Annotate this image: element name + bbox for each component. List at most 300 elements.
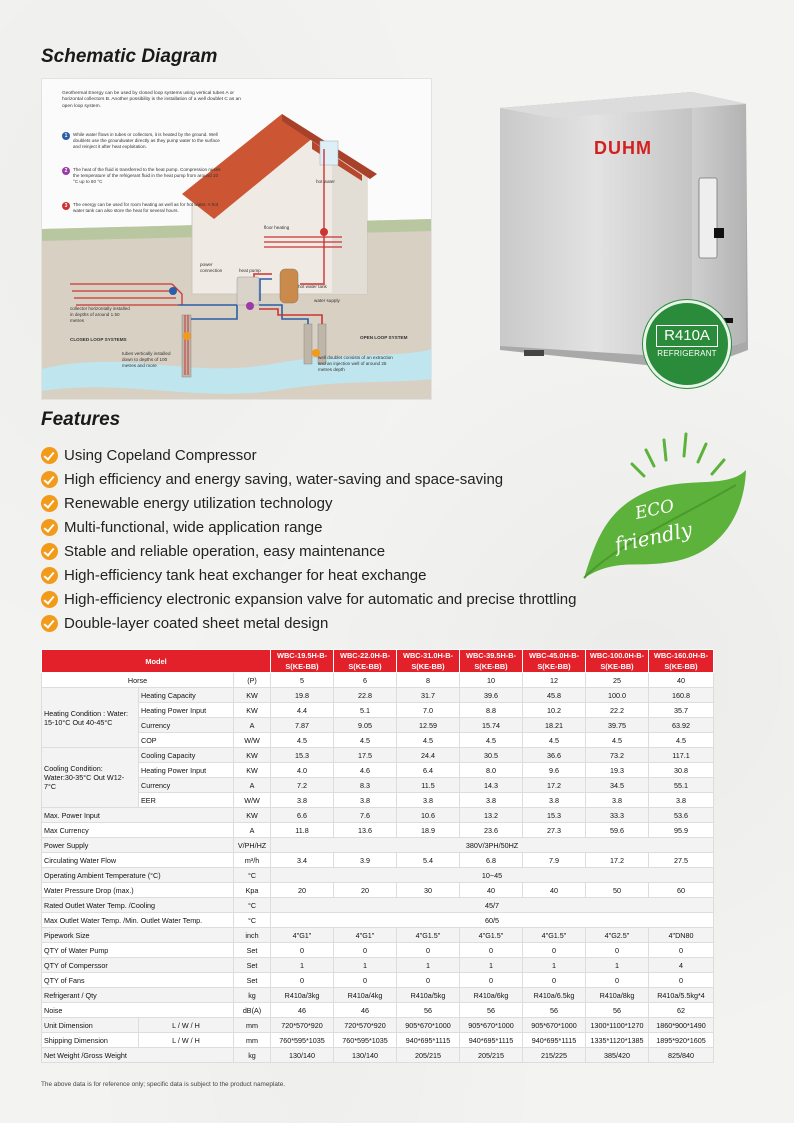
table-row	[42, 958, 714, 973]
row-unit: KW	[234, 688, 271, 703]
label-tubes: tubes vertically installed down to depths of 100 metres and more	[122, 351, 171, 368]
value-cell: 56	[460, 1003, 523, 1018]
feature-text: High-efficiency electronic expansion valve for automatic and precise throttling	[64, 590, 577, 608]
table-row	[42, 883, 714, 898]
value-cell: 22.2	[586, 703, 649, 718]
row-label: Horse	[42, 673, 234, 688]
value-cell: 45.8	[523, 688, 586, 703]
value-cell: 4.5	[460, 733, 523, 748]
value-cell: 10~45	[271, 868, 714, 883]
step-number: 1	[62, 132, 70, 140]
value-cell: 4.4	[271, 703, 334, 718]
table-row	[42, 1048, 714, 1063]
value-cell: 1335*1120*1385	[586, 1033, 649, 1048]
row-unit: KW	[234, 808, 271, 823]
table-row	[42, 703, 714, 718]
row-label: Currency	[139, 778, 234, 793]
value-cell: 95.9	[649, 823, 714, 838]
value-cell: 27.5	[649, 853, 714, 868]
value-cell: 15.74	[460, 718, 523, 733]
value-cell: 4"G2.5"	[586, 928, 649, 943]
value-cell: 6.4	[397, 763, 460, 778]
value-cell: 17.2	[586, 853, 649, 868]
value-cell: 25	[586, 673, 649, 688]
model-column-header: WBC-45.0H-B-S(KE-BB)	[523, 650, 586, 673]
label-closed-loop: CLOSED LOOP SYSTEMS	[70, 337, 127, 342]
feature-item	[41, 467, 577, 491]
value-cell: 720*570*920	[271, 1018, 334, 1033]
value-cell: 0	[523, 973, 586, 988]
refrigerant-badge-top: R410A	[656, 325, 718, 347]
row-label: Max Outlet Water Temp. /Min. Outlet Water Temp.	[42, 913, 234, 928]
table-row	[42, 778, 714, 793]
value-cell: R410a/5kg	[397, 988, 460, 1003]
heating-condition-group: Heating Condition : Water: 15-10°C Out 40-45°C	[42, 688, 139, 748]
value-cell: 4	[649, 958, 714, 973]
row-unit: m³/h	[234, 853, 271, 868]
value-cell: R410a/6kg	[460, 988, 523, 1003]
value-cell: 34.5	[586, 778, 649, 793]
value-cell: 4.5	[649, 733, 714, 748]
value-cell: 3.4	[271, 853, 334, 868]
value-cell: 23.6	[460, 823, 523, 838]
check-icon	[41, 591, 58, 608]
feature-text: Multi-functional, wide application range	[64, 518, 323, 536]
table-row	[42, 688, 714, 703]
value-cell: 0	[271, 973, 334, 988]
value-cell: 0	[586, 973, 649, 988]
value-cell: 3.8	[271, 793, 334, 808]
value-cell: 905*670*1000	[523, 1018, 586, 1033]
value-cell: 17.5	[334, 748, 397, 763]
table-row	[42, 868, 714, 883]
model-column-header: WBC-31.0H-B-S(KE-BB)	[397, 650, 460, 673]
row-label: Shipping Dimension	[42, 1033, 139, 1048]
row-label: QTY of Comperssor	[42, 958, 234, 973]
check-icon	[41, 495, 58, 512]
feature-text: High efficiency and energy saving, water-saving and space-saving	[64, 470, 504, 488]
refrigerant-badge-bottom: REFRIGERANT	[657, 349, 717, 358]
value-cell: 4"G1.5"	[460, 928, 523, 943]
value-cell: 9.6	[523, 763, 586, 778]
eco-text-line2: friendly	[612, 517, 695, 557]
value-cell: 36.6	[523, 748, 586, 763]
feature-text: High-efficiency tank heat exchanger for heat exchange	[64, 566, 427, 584]
schematic-intro: Geothermal Energy can be used by closed loop systems using vertical tubes A or horizontal collectors B. Another possibility is the installation of a well doublet C as an open loop system.	[62, 91, 241, 109]
value-cell: 8.0	[460, 763, 523, 778]
value-cell: 0	[460, 973, 523, 988]
value-cell: 12	[523, 673, 586, 688]
refrigerant-badge	[643, 300, 731, 388]
value-cell: R410a/8kg	[586, 988, 649, 1003]
value-cell: 56	[586, 1003, 649, 1018]
value-cell: R410a/3kg	[271, 988, 334, 1003]
value-cell: 385/420	[586, 1048, 649, 1063]
value-cell: 45/7	[271, 898, 714, 913]
features-list	[41, 443, 577, 635]
label-collector: collector horizontally installed in depths of around 1.50 metres	[70, 306, 130, 323]
row-label: Water Pressure Drop (max.)	[42, 883, 234, 898]
value-cell: 4"DN80	[649, 928, 714, 943]
row-unit: Set	[234, 958, 271, 973]
step-number: 2	[62, 167, 70, 175]
value-cell: 1	[397, 958, 460, 973]
value-cell: 0	[334, 943, 397, 958]
row-unit: kg	[234, 1048, 271, 1063]
value-cell: 46	[271, 1003, 334, 1018]
table-row	[42, 973, 714, 988]
value-cell: R410a/5.5kg*4	[649, 988, 714, 1003]
value-cell: 4.5	[397, 733, 460, 748]
feature-item	[41, 611, 577, 635]
value-cell: 22.8	[334, 688, 397, 703]
row-unit: dB(A)	[234, 1003, 271, 1018]
step-text: The energy can be used for room heating as well as for hot water. A hot water tank can also store the heat for several hours.	[73, 202, 219, 214]
check-icon	[41, 567, 58, 584]
table-row	[42, 988, 714, 1003]
value-cell: 760*595*1035	[271, 1033, 334, 1048]
table-row	[42, 748, 714, 763]
table-row	[42, 853, 714, 868]
row-unit: inch	[234, 928, 271, 943]
table-row	[42, 898, 714, 913]
value-cell: 760*595*1035	[334, 1033, 397, 1048]
value-cell: 7.9	[523, 853, 586, 868]
check-icon	[41, 447, 58, 464]
row-unit: A	[234, 718, 271, 733]
value-cell: 60/5	[271, 913, 714, 928]
value-cell: 8	[397, 673, 460, 688]
feature-item	[41, 491, 577, 515]
row-label: Currency	[139, 718, 234, 733]
value-cell: 4.5	[523, 733, 586, 748]
feature-text: Using Copeland Compressor	[64, 446, 257, 464]
table-row	[42, 928, 714, 943]
feature-item	[41, 587, 577, 611]
feature-item	[41, 539, 577, 563]
value-cell: 3.8	[334, 793, 397, 808]
value-cell: 7.87	[271, 718, 334, 733]
row-label: Unit Dimension	[42, 1018, 139, 1033]
value-cell: 18.21	[523, 718, 586, 733]
value-cell: 17.2	[523, 778, 586, 793]
row-unit: Set	[234, 973, 271, 988]
value-cell: 20	[271, 883, 334, 898]
row-unit: mm	[234, 1018, 271, 1033]
value-cell: 160.8	[649, 688, 714, 703]
check-icon	[41, 615, 58, 632]
model-column-header: WBC-19.5H-B-S(KE-BB)	[271, 650, 334, 673]
value-cell: 33.3	[586, 808, 649, 823]
value-cell: 13.6	[334, 823, 397, 838]
row-label: Circulating Water Flow	[42, 853, 234, 868]
value-cell: 3.8	[523, 793, 586, 808]
value-cell: 35.7	[649, 703, 714, 718]
value-cell: 215/225	[523, 1048, 586, 1063]
row-label: Heating Capacity	[139, 688, 234, 703]
value-cell: 940*695*1115	[460, 1033, 523, 1048]
value-cell: 1	[334, 958, 397, 973]
value-cell: 7.6	[334, 808, 397, 823]
value-cell: 30.8	[649, 763, 714, 778]
value-cell: 3.8	[586, 793, 649, 808]
feature-text: Stable and reliable operation, easy maintenance	[64, 542, 386, 560]
value-cell: 50	[586, 883, 649, 898]
value-cell: 0	[586, 943, 649, 958]
value-cell: 56	[397, 1003, 460, 1018]
value-cell: 63.92	[649, 718, 714, 733]
row-label: Cooling Capacity	[139, 748, 234, 763]
table-row	[42, 718, 714, 733]
value-cell: 20	[334, 883, 397, 898]
value-cell: 940*695*1115	[397, 1033, 460, 1048]
row-unit: °C	[234, 868, 271, 883]
row-unit: Set	[234, 943, 271, 958]
value-cell: 0	[460, 943, 523, 958]
value-cell: 3.8	[397, 793, 460, 808]
table-row	[42, 793, 714, 808]
value-cell: 380V/3PH/50HZ	[271, 838, 714, 853]
value-cell: 10	[460, 673, 523, 688]
value-cell: 3.9	[334, 853, 397, 868]
value-cell: 905*670*1000	[460, 1018, 523, 1033]
schematic-step-3	[62, 202, 222, 214]
value-cell: 3.8	[649, 793, 714, 808]
value-cell: 4.0	[271, 763, 334, 778]
value-cell: 3.8	[460, 793, 523, 808]
value-cell: 205/215	[397, 1048, 460, 1063]
row-unit: A	[234, 778, 271, 793]
value-cell: 62	[649, 1003, 714, 1018]
table-row	[42, 1003, 714, 1018]
row-unit: V/PH/HZ	[234, 838, 271, 853]
model-column-header: WBC-22.0H-B-S(KE-BB)	[334, 650, 397, 673]
feature-text: Renewable energy utilization technology	[64, 494, 333, 512]
row-unit: mm	[234, 1033, 271, 1048]
value-cell: 30.5	[460, 748, 523, 763]
table-row	[42, 838, 714, 853]
check-icon	[41, 543, 58, 560]
row-unit: KW	[234, 748, 271, 763]
model-column-header: WBC-160.0H-B-S(KE-BB)	[649, 650, 714, 673]
value-cell: 14.3	[460, 778, 523, 793]
row-unit: °C	[234, 913, 271, 928]
value-cell: 4.5	[334, 733, 397, 748]
schematic-title: Schematic Diagram	[41, 46, 218, 67]
table-row	[42, 808, 714, 823]
value-cell: 4.5	[586, 733, 649, 748]
step-text: While water flows in tubes or collectors, it is heated by the ground. Well doublets use the groundwater directly as they pump water to the surface and reinject it after heat exploitation.	[73, 132, 220, 150]
value-cell: 15.3	[523, 808, 586, 823]
value-cell: 10.2	[523, 703, 586, 718]
value-cell: 8.8	[460, 703, 523, 718]
value-cell: 55.1	[649, 778, 714, 793]
row-label: Max. Power Input	[42, 808, 234, 823]
label-floor-heating: floor heating	[264, 225, 290, 230]
value-cell: 19.3	[586, 763, 649, 778]
value-cell: 10.6	[397, 808, 460, 823]
row-sublabel: L / W / H	[139, 1033, 234, 1048]
value-cell: 205/215	[460, 1048, 523, 1063]
feature-item	[41, 443, 577, 467]
row-label: Refrigerant / Qty	[42, 988, 234, 1003]
model-column-header: WBC-100.0H-B-S(KE-BB)	[586, 650, 649, 673]
value-cell: 6.6	[271, 808, 334, 823]
row-label: Max Currency	[42, 823, 234, 838]
value-cell: 6	[334, 673, 397, 688]
value-cell: 117.1	[649, 748, 714, 763]
row-unit: KW	[234, 703, 271, 718]
schematic-step-1	[62, 132, 222, 151]
label-open-loop: OPEN LOOP SYSTEM	[360, 335, 408, 340]
table-header-row	[42, 650, 714, 673]
value-cell: 59.6	[586, 823, 649, 838]
label-hot-water: hot water	[316, 179, 335, 184]
check-icon	[41, 471, 58, 488]
footnote: The above data is for reference only; specific data is subject to the product nameplate.	[41, 1081, 286, 1088]
value-cell: R410a/6.5kg	[523, 988, 586, 1003]
value-cell: 5.4	[397, 853, 460, 868]
row-label: Net Weight /Gross Weight	[42, 1048, 234, 1063]
label-heat-pump: heat pump	[239, 268, 261, 273]
value-cell: 7.2	[271, 778, 334, 793]
value-cell: 1	[271, 958, 334, 973]
value-cell: 0	[397, 943, 460, 958]
value-cell: 0	[334, 973, 397, 988]
value-cell: 1860*900*1490	[649, 1018, 714, 1033]
check-icon	[41, 519, 58, 536]
table-row	[42, 823, 714, 838]
row-label: QTY of Water Pump	[42, 943, 234, 958]
value-cell: 73.2	[586, 748, 649, 763]
label-water-supply: water supply	[314, 298, 340, 303]
value-cell: 130/140	[334, 1048, 397, 1063]
value-cell: 1	[523, 958, 586, 973]
value-cell: 30	[397, 883, 460, 898]
value-cell: 12.59	[397, 718, 460, 733]
value-cell: 8.3	[334, 778, 397, 793]
label-power-connection: power connection	[200, 262, 223, 273]
step-number: 3	[62, 202, 70, 210]
row-unit: A	[234, 823, 271, 838]
feature-text: Double-layer coated sheet metal design	[64, 614, 329, 632]
value-cell: 4"G1"	[334, 928, 397, 943]
row-label: Rated Outlet Water Temp. /Cooling	[42, 898, 234, 913]
value-cell: 1	[460, 958, 523, 973]
cooling-condition-group: Cooling Condition: Water:30-35°C Out W12-7°C	[42, 748, 139, 808]
row-label: QTY of Fans	[42, 973, 234, 988]
value-cell: 0	[649, 973, 714, 988]
row-label: EER	[139, 793, 234, 808]
value-cell: 56	[523, 1003, 586, 1018]
feature-item	[41, 563, 577, 587]
value-cell: 9.05	[334, 718, 397, 733]
value-cell: 27.3	[523, 823, 586, 838]
value-cell: 39.75	[586, 718, 649, 733]
step-text: The heat of the fluid is transferred to the heat pump. Compression raises the temperature of the refrigerant fluid in the heat pump from around 10 °C up to 60 °C	[73, 167, 221, 185]
features-title: Features	[41, 409, 121, 430]
row-unit: kg	[234, 988, 271, 1003]
table-row	[42, 673, 714, 688]
label-well-doublet: well doublet consists of an extraction and an injection well of around 25 metres depth	[318, 355, 393, 372]
value-cell: 60	[649, 883, 714, 898]
value-cell: 100.0	[586, 688, 649, 703]
row-unit: °C	[234, 898, 271, 913]
model-column-header: WBC-39.5H-B-S(KE-BB)	[460, 650, 523, 673]
value-cell: 4.5	[271, 733, 334, 748]
row-unit: KW	[234, 763, 271, 778]
value-cell: 0	[397, 973, 460, 988]
table-row	[42, 913, 714, 928]
value-cell: 11.5	[397, 778, 460, 793]
schematic-diagram	[41, 78, 432, 400]
row-unit: W/W	[234, 793, 271, 808]
schematic-illustration	[42, 79, 432, 400]
value-cell: 24.4	[397, 748, 460, 763]
value-cell: 0	[523, 943, 586, 958]
table-row	[42, 1033, 714, 1048]
row-label: Power Supply	[42, 838, 234, 853]
feature-item	[41, 515, 577, 539]
value-cell: 31.7	[397, 688, 460, 703]
value-cell: 905*670*1000	[397, 1018, 460, 1033]
value-cell: 19.8	[271, 688, 334, 703]
row-label: COP	[139, 733, 234, 748]
value-cell: 13.2	[460, 808, 523, 823]
value-cell: 4"G1.5"	[523, 928, 586, 943]
schematic-step-2	[62, 167, 222, 186]
value-cell: R410a/4kg	[334, 988, 397, 1003]
table-row	[42, 763, 714, 778]
row-label: Operating Ambient Temperature (°C)	[42, 868, 234, 883]
spec-table	[41, 649, 714, 1063]
row-label: Heating Power Input	[139, 703, 234, 718]
value-cell: 1300*1100*1270	[586, 1018, 649, 1033]
value-cell: 18.9	[397, 823, 460, 838]
table-row	[42, 943, 714, 958]
value-cell: 15.3	[271, 748, 334, 763]
value-cell: 130/140	[271, 1048, 334, 1063]
value-cell: 40	[460, 883, 523, 898]
value-cell: 40	[523, 883, 586, 898]
table-row	[42, 1018, 714, 1033]
value-cell: 6.8	[460, 853, 523, 868]
row-label: Noise	[42, 1003, 234, 1018]
value-cell: 4.6	[334, 763, 397, 778]
model-header: Model	[42, 650, 271, 673]
spec-table-body	[42, 673, 714, 1063]
value-cell: 0	[649, 943, 714, 958]
row-unit: Kpa	[234, 883, 271, 898]
value-cell: 11.8	[271, 823, 334, 838]
value-cell: 39.6	[460, 688, 523, 703]
row-label: Pipework Size	[42, 928, 234, 943]
value-cell: 720*570*920	[334, 1018, 397, 1033]
row-sublabel: L / W / H	[139, 1018, 234, 1033]
value-cell: 1895*920*1605	[649, 1033, 714, 1048]
value-cell: 1	[586, 958, 649, 973]
value-cell: 4"G1"	[271, 928, 334, 943]
value-cell: 0	[271, 943, 334, 958]
value-cell: 825/840	[649, 1048, 714, 1063]
row-unit: W/W	[234, 733, 271, 748]
eco-text-line1: ECO	[633, 496, 677, 524]
label-hot-water-tank: hot water tank	[298, 284, 327, 289]
value-cell: 5.1	[334, 703, 397, 718]
value-cell: 46	[334, 1003, 397, 1018]
brand-logo: DUHM	[594, 138, 652, 158]
row-unit: (P)	[234, 673, 271, 688]
